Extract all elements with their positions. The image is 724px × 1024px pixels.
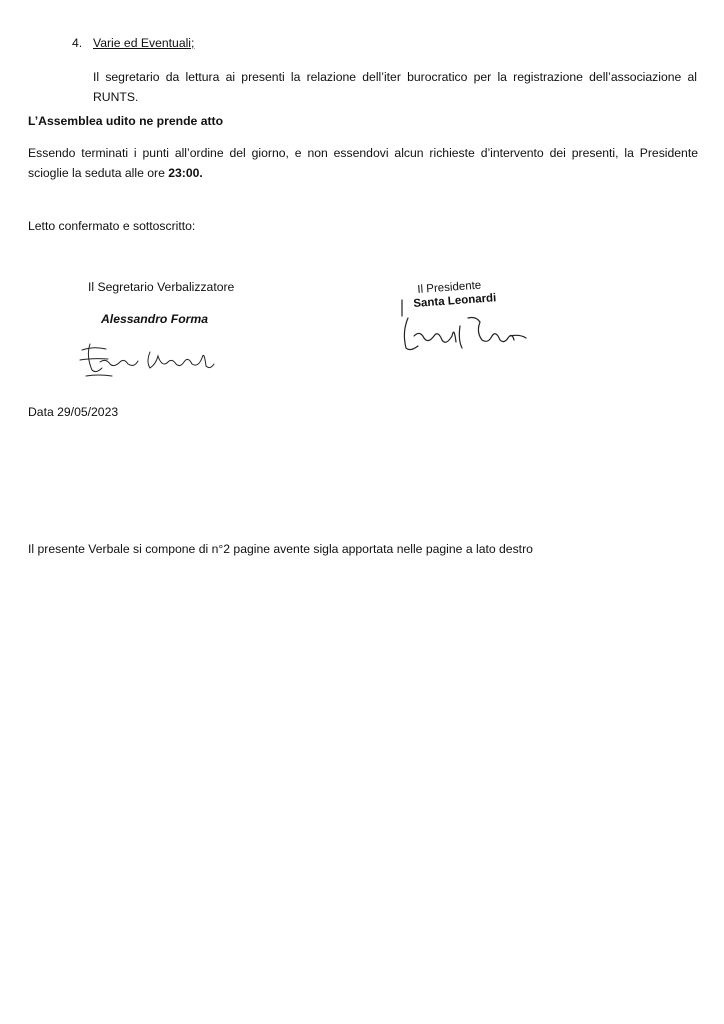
president-role: Il Presidente: [417, 279, 482, 296]
president-signature: [396, 296, 531, 356]
closing-time: 23:00.: [168, 166, 203, 180]
closing-paragraph: [28, 143, 698, 183]
agenda-item-number: 4.: [72, 36, 83, 50]
document-date: Data 29/05/2023: [28, 405, 119, 419]
footer-note: Il presente Verbale si compone di n°2 pagine avente sigla apportata nelle pagine a lato destro: [28, 542, 533, 556]
agenda-item-title: Varie ed Eventuali;: [93, 36, 195, 50]
confirmation-line: Letto confermato e sottoscritto:: [28, 219, 196, 233]
secretary-name: Alessandro Forma: [101, 312, 209, 326]
assembly-note: L’Assemblea udito ne prende atto: [28, 114, 224, 128]
agenda-item-text: Il segretario da lettura ai presenti la relazione dell’iter burocratico per la registrazione dell’associazione al RUNTS.: [93, 70, 697, 104]
president-name: Santa Leonardi: [413, 292, 497, 310]
secretary-signature: [76, 340, 226, 380]
secretary-role: Il Segretario Verbalizzatore: [88, 280, 235, 294]
closing-text: Essendo terminati i punti all’ordine del giorno, e non essendovi alcun richieste d’intervento dei presenti, la Presidente scioglie la seduta alle ore: [28, 146, 698, 180]
